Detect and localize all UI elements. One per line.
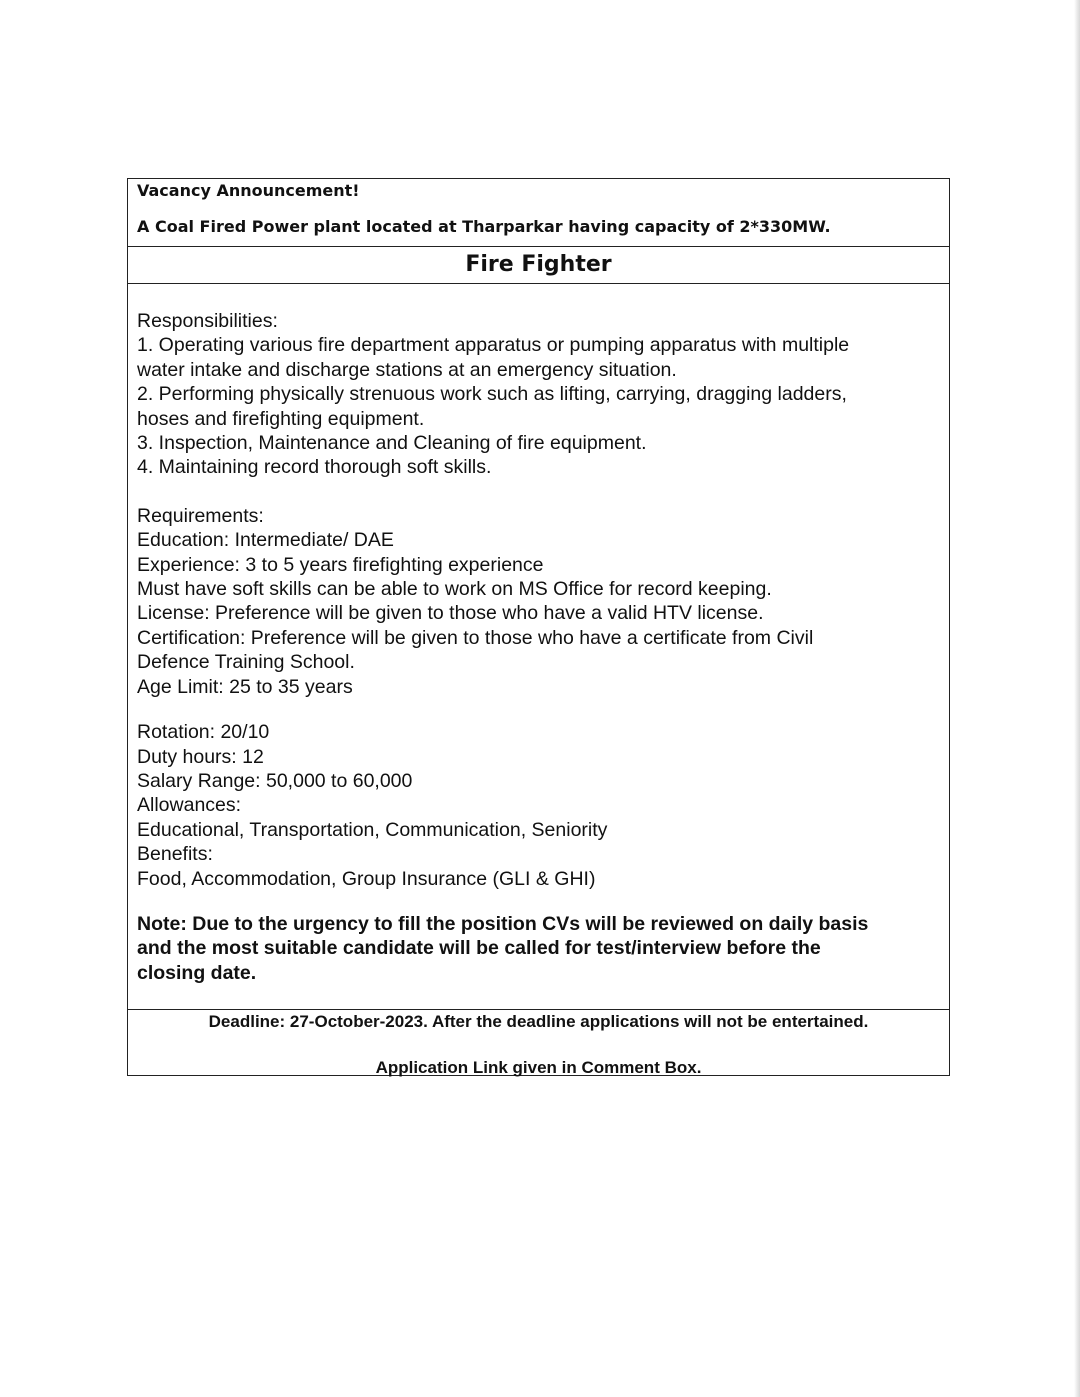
company-description: A Coal Fired Power plant located at Tharparkar having capacity of 2*330MW. [137,217,831,236]
section-spacer [137,480,940,504]
term-line: Duty hours: 12 [137,745,264,768]
note-line: closing date. [137,961,257,984]
section-spacer [137,891,940,912]
responsibilities-heading: Responsibilities: [137,310,278,332]
application-link-text: Application Link given in Comment Box. [375,1058,702,1078]
requirement-line: Age Limit: 25 to 35 years [137,675,353,698]
requirement-line: Education: Intermediate/ DAE [137,529,394,552]
term-line: Food, Accommodation, Group Insurance (GLI & GHI) [137,867,596,890]
responsibility-line: water intake and discharge stations at an emergency situation. [137,358,677,381]
deadline-text: Deadline: 27-October-2023. After the deadline applications will not be entertained. [208,1012,869,1032]
responsibility-line: 1. Operating various fire department apparatus or pumping apparatus with multiple [137,334,850,357]
term-line: Salary Range: 50,000 to 60,000 [137,769,413,792]
position-title: Fire Fighter [128,247,949,284]
note-line: and the most suitable candidate will be called for test/interview before the [137,937,821,960]
page-edge-shadow [1074,0,1080,1397]
responsibility-line: 2. Performing physically strenuous work such as lifting, carrying, dragging ladders, [137,383,847,406]
job-details [128,284,949,1010]
term-line: Educational, Transportation, Communication, Seniority [137,818,608,841]
announcement-heading: Vacancy Announcement! [137,181,360,200]
term-line: Benefits: [137,843,213,866]
section-spacer [137,699,940,720]
requirement-line: Certification: Preference will be given to those who have a certificate from Civil [137,626,814,649]
requirement-line: Defence Training School. [137,651,355,674]
requirements-heading: Requirements: [137,504,264,527]
requirement-line: Must have soft skills can be able to work on MS Office for record keeping. [137,578,772,601]
term-line: Rotation: 20/10 [137,721,270,744]
requirement-line: License: Preference will be given to those who have a valid HTV license. [137,602,764,625]
note-line: Note: Due to the urgency to fill the position CVs will be reviewed on daily basis [137,912,869,935]
responsibility-line: 4. Maintaining record thorough soft skills. [137,456,492,479]
vacancy-announcement-document [127,178,950,1076]
term-line: Allowances: [137,794,242,817]
announcement-header [128,179,949,247]
responsibility-line: 3. Inspection, Maintenance and Cleaning of fire equipment. [137,432,647,455]
responsibility-line: hoses and firefighting equipment. [137,407,425,430]
requirement-line: Experience: 3 to 5 years firefighting experience [137,553,544,576]
deadline-footer [128,1010,949,1078]
